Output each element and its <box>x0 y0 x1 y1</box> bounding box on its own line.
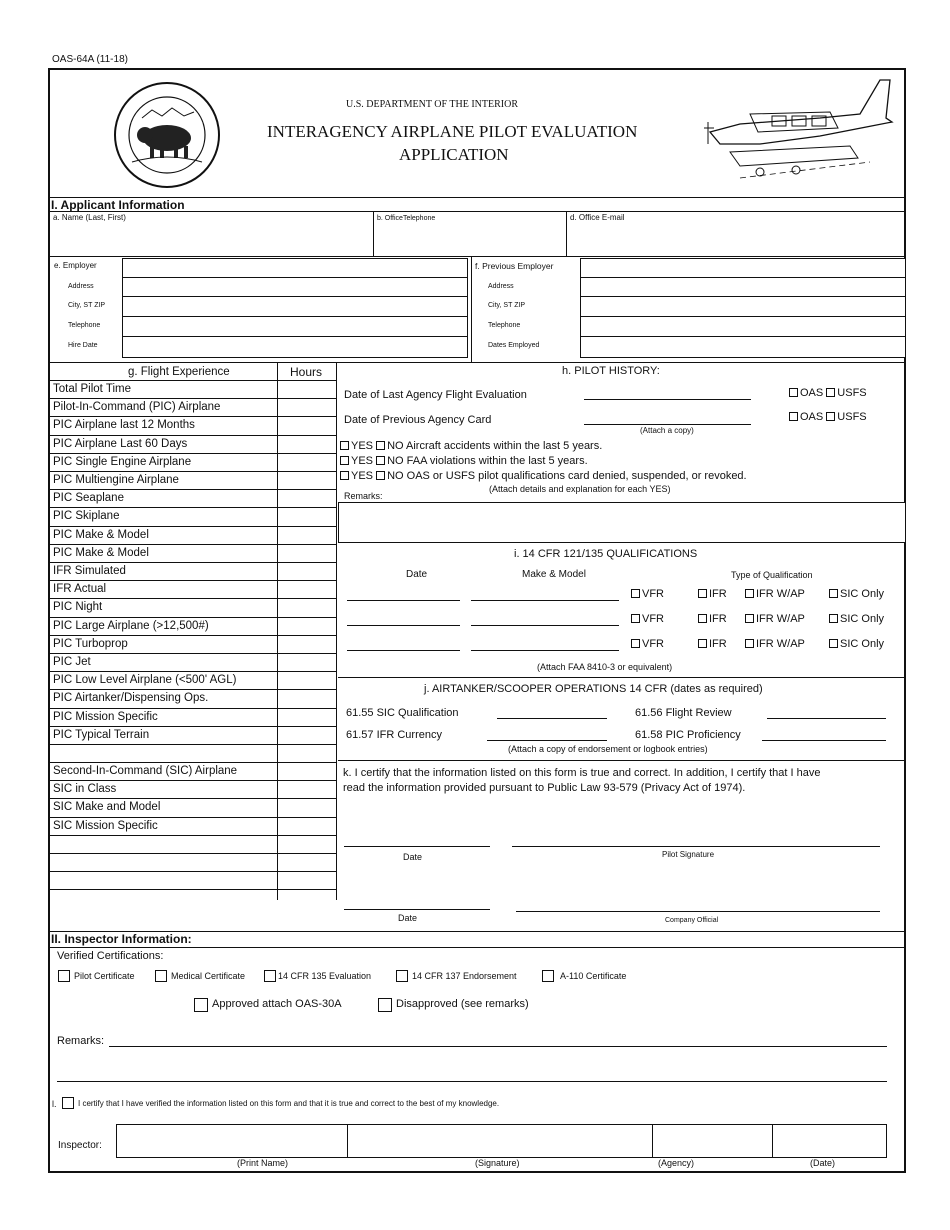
office-email-label: d. Office E-mail <box>570 213 625 222</box>
hours-input[interactable] <box>278 836 336 853</box>
inspector-label: Inspector: <box>58 1140 102 1151</box>
inspector-signature-input[interactable] <box>347 1124 653 1158</box>
flight-experience-label: PIC Low Level Airplane (<500' AGL) <box>53 674 237 687</box>
pilot-history-remarks-input[interactable] <box>338 502 906 543</box>
cfr121-type-option <box>631 614 664 625</box>
card-denied-yes-checkbox[interactable] <box>340 471 349 480</box>
pilot-certificate-checkbox[interactable] <box>58 970 70 982</box>
flight-experience-row <box>48 581 336 599</box>
cfr121-type-label: SIC Only <box>840 588 885 600</box>
sic-qual-input[interactable] <box>497 718 607 719</box>
flight-experience-label: PIC Jet <box>53 656 91 668</box>
employer-city-label: City, ST ZIP <box>68 302 106 309</box>
cfr121-type-checkbox[interactable] <box>745 639 754 648</box>
hours-input[interactable] <box>278 781 336 798</box>
prev-card-agency: OAS USFS <box>789 412 867 423</box>
cfr121-date-input[interactable] <box>347 600 460 601</box>
inspector-print-name-input[interactable] <box>116 1124 348 1158</box>
flight-experience-row <box>48 599 336 617</box>
company-date-label: Date <box>398 913 418 923</box>
prev-address-input[interactable] <box>580 277 906 297</box>
a110-certificate-checkbox[interactable] <box>542 970 554 982</box>
disapproved-label: Disapproved (see remarks) <box>396 998 529 1010</box>
hours-input[interactable] <box>278 672 336 689</box>
company-official-label: Company Official <box>665 917 719 924</box>
cfr121-type-label: IFR <box>709 613 727 625</box>
prev-employer-label: f. Previous Employer <box>475 261 554 271</box>
pilot-signature-line[interactable] <box>512 846 880 847</box>
hours-input[interactable] <box>278 763 336 780</box>
cfr121-attach-note: (Attach FAA 8410-3 or equivalent) <box>537 662 673 672</box>
cfr137-endorsement-label: 14 CFR 137 Endorsement <box>412 971 517 981</box>
inspector-date-input[interactable] <box>772 1124 887 1158</box>
card-denied-question: YES NO OAS or USFS pilot qualifications card denied, suspended, or revoked. <box>340 471 747 482</box>
inspector-certify-checkbox[interactable] <box>62 1097 74 1109</box>
a110-certificate-label: A-110 Certificate <box>560 971 627 981</box>
cfr121-type-checkbox[interactable] <box>631 614 640 623</box>
flight-experience-label: PIC Seaplane <box>53 492 124 505</box>
violations-question: YES NO FAA violations within the last 5 years. <box>340 456 588 467</box>
cfr121-type-option <box>745 639 805 650</box>
form-number: OAS-64A (11-18) <box>52 54 128 65</box>
accidents-question: YES NO Aircraft accidents within the last 5 years. <box>340 441 602 452</box>
prev-city-input[interactable] <box>580 296 906 317</box>
cfr121-type-option <box>829 589 884 600</box>
flight-experience-label: Pilot-In-Command (PIC) Airplane <box>53 401 221 414</box>
card-denied-no-checkbox[interactable] <box>376 471 385 480</box>
cfr121-type-option <box>698 639 727 650</box>
hours-input[interactable] <box>278 381 336 398</box>
name-input[interactable] <box>52 224 370 252</box>
hire-date-input[interactable] <box>122 336 468 358</box>
cfr121-date-input[interactable] <box>347 650 460 651</box>
flight-experience-row <box>48 490 336 508</box>
cfr121-type-checkbox[interactable] <box>829 589 838 598</box>
office-telephone-input[interactable] <box>376 224 562 252</box>
ifr-currency-label: 61.57 IFR Currency <box>346 729 442 741</box>
hours-input[interactable] <box>278 490 336 507</box>
flight-experience-label: PIC Mission Specific <box>53 710 158 723</box>
cfr121-type-checkbox[interactable] <box>631 639 640 648</box>
flight-experience-label: PIC Airtanker/Dispensing Ops. <box>53 692 209 705</box>
office-tel-label: b. OfficeTelephone <box>377 215 436 222</box>
flight-experience-label: PIC Make & Model <box>53 528 149 541</box>
hours-input[interactable] <box>278 818 336 835</box>
cfr121-type-option <box>829 614 884 625</box>
pilot-certificate-label: Pilot Certificate <box>74 971 135 981</box>
cfr121-type-checkbox[interactable] <box>829 614 838 623</box>
hours-input[interactable] <box>278 472 336 489</box>
flight-experience-label: PIC Turboprop <box>53 637 128 650</box>
cfr121-type-label: IFR W/AP <box>756 588 805 600</box>
airplane-icon <box>700 74 895 186</box>
flight-experience-row <box>48 709 336 727</box>
flight-experience-row <box>48 381 336 399</box>
flight-experience-row <box>48 690 336 708</box>
hours-input[interactable] <box>278 799 336 816</box>
hours-input[interactable] <box>278 436 336 453</box>
flight-experience-row <box>48 872 336 890</box>
cfr121-type-label: VFR <box>642 638 664 650</box>
flight-experience-row <box>48 508 336 526</box>
flight-experience-row <box>48 436 336 454</box>
flight-review-label: 61.56 Flight Review <box>635 707 732 719</box>
cfr135-evaluation-checkbox[interactable] <box>264 970 276 982</box>
violations-no-checkbox[interactable] <box>376 456 385 465</box>
hours-input[interactable] <box>278 581 336 598</box>
prev-employer-input[interactable] <box>580 258 906 278</box>
flight-experience-row <box>48 654 336 672</box>
cfr121-make-model-input[interactable] <box>471 625 619 626</box>
signature-label: (Signature) <box>475 1158 520 1168</box>
flight-experience-row <box>48 399 336 417</box>
flight-experience-row <box>48 527 336 545</box>
flight-experience-label: PIC Typical Terrain <box>53 728 150 741</box>
prev-address-label: Address <box>488 283 514 290</box>
cfr121-type-option <box>631 589 664 600</box>
hours-input[interactable] <box>278 872 336 889</box>
hours-input[interactable] <box>278 508 336 525</box>
disapproved-checkbox[interactable] <box>378 998 392 1012</box>
usfs-checkbox-2[interactable] <box>826 412 835 421</box>
section2-title: II. Inspector Information: <box>51 932 192 946</box>
flight-experience-label: IFR Actual <box>53 583 107 596</box>
last-eval-label: Date of Last Agency Flight Evaluation <box>344 389 527 401</box>
flight-experience-table <box>48 363 336 900</box>
prev-card-date-input[interactable] <box>584 424 751 425</box>
flight-experience-label: PIC Make & Model <box>53 546 149 559</box>
approved-checkbox[interactable] <box>194 998 208 1012</box>
pilot-signature-label: Pilot Signature <box>662 850 715 859</box>
hours-input[interactable] <box>278 545 336 562</box>
cfr121-type-label: IFR <box>709 638 727 650</box>
company-signature-line[interactable] <box>516 911 880 912</box>
cfr121-type-checkbox[interactable] <box>631 589 640 598</box>
cfr121-date-input[interactable] <box>347 625 460 626</box>
flight-experience-row <box>48 472 336 490</box>
oas-checkbox-2[interactable] <box>789 412 798 421</box>
flight-experience-row <box>48 672 336 690</box>
employer-address-input[interactable] <box>122 277 468 297</box>
flight-experience-label: PIC Large Airplane (>12,500#) <box>53 619 209 632</box>
flight-experience-row <box>48 854 336 872</box>
inspector-agency-input[interactable] <box>652 1124 773 1158</box>
inspector-certify-text: I certify that I have verified the information listed on this form and that it is true and correct to the best of my knowledge. <box>78 1099 500 1108</box>
approved-label: Approved attach OAS-30A <box>212 998 342 1010</box>
cfr121-type-option <box>698 589 727 600</box>
usfs-checkbox-1[interactable] <box>826 388 835 397</box>
attach-copy-note: (Attach a copy) <box>640 426 694 435</box>
hours-input[interactable] <box>278 709 336 726</box>
company-date-line[interactable] <box>344 909 490 910</box>
cfr121-type-option <box>631 639 664 650</box>
employer-telephone-label: Telephone <box>68 322 101 329</box>
prev-card-label: Date of Previous Agency Card <box>344 414 492 426</box>
cfr135-evaluation-label: 14 CFR 135 Evaluation <box>278 971 372 981</box>
employer-city-input[interactable] <box>122 296 468 317</box>
flight-experience-label: Second-In-Command (SIC) Airplane <box>53 765 238 777</box>
airtanker-attach-note: (Attach a copy of endorsement or logbook entries) <box>508 744 708 754</box>
hours-input[interactable] <box>278 654 336 671</box>
cfr121-header: i. 14 CFR 121/135 QUALIFICATIONS <box>514 548 698 560</box>
cfr121-type-option <box>829 639 884 650</box>
cfr121-type-option <box>698 614 727 625</box>
pilot-date-line[interactable] <box>344 846 490 847</box>
cfr121-type-checkbox[interactable] <box>745 614 754 623</box>
dates-employed-label: Dates Employed <box>488 342 540 349</box>
pilot-history-header: h. PILOT HISTORY: <box>562 365 660 377</box>
certify-text-1: k. I certify that the information listed on this form is true and correct. In addition, I certify that I have <box>343 767 821 779</box>
hours-input[interactable] <box>278 399 336 416</box>
flight-experience-label: SIC Make and Model <box>53 801 161 814</box>
flight-experience-row <box>48 836 336 854</box>
cfr121-type-label: VFR <box>642 588 664 600</box>
flight-experience-row <box>48 781 336 799</box>
flight-experience-label: Total Pilot Time <box>53 383 131 395</box>
medical-certificate-label: Medical Certificate <box>171 971 246 981</box>
employer-address-label: Address <box>68 283 94 290</box>
inspector-remarks-label: Remarks: <box>57 1035 105 1047</box>
cfr121-type-label: IFR W/AP <box>756 613 805 625</box>
flight-experience-label: PIC Skiplane <box>53 510 120 523</box>
oas-checkbox-1[interactable] <box>789 388 798 397</box>
l-prefix: l. <box>52 1099 57 1109</box>
form-title-line2: APPLICATION <box>399 145 509 164</box>
airtanker-header: j. AIRTANKER/SCOOPER OPERATIONS 14 CFR (dates as required) <box>424 683 763 695</box>
hours-input[interactable] <box>278 618 336 635</box>
cfr121-type-checkbox[interactable] <box>698 614 707 623</box>
pilot-date-label: Date <box>403 852 423 862</box>
cfr121-type-option <box>745 589 805 600</box>
ifr-currency-input[interactable] <box>487 740 607 741</box>
flight-experience-label: SIC in Class <box>53 783 117 796</box>
cfr121-type-label: SIC Only <box>840 613 885 625</box>
cfr121-make-model-input[interactable] <box>471 600 619 601</box>
hours-input[interactable] <box>278 745 336 762</box>
hours-input[interactable] <box>278 454 336 471</box>
hours-header: Hours <box>290 365 323 379</box>
flight-experience-label: PIC Airplane last 12 Months <box>53 419 195 432</box>
hours-input[interactable] <box>278 563 336 580</box>
hours-input[interactable] <box>278 527 336 544</box>
cfr121-type-label: VFR <box>642 613 664 625</box>
cfr121-type-label: IFR <box>709 588 727 600</box>
last-eval-date-input[interactable] <box>584 399 751 400</box>
cfr121-type-label: IFR W/AP <box>756 638 805 650</box>
prev-city-label: City, ST ZIP <box>488 302 526 309</box>
office-email-input[interactable] <box>569 224 902 252</box>
flight-experience-row <box>48 763 336 781</box>
hire-date-label: Hire Date <box>68 342 98 349</box>
cfr121-type-checkbox[interactable] <box>829 639 838 648</box>
flight-experience-row <box>48 636 336 654</box>
employer-input[interactable] <box>122 258 468 278</box>
remarks-label: Remarks: <box>344 491 383 501</box>
cfr137-endorsement-checkbox[interactable] <box>396 970 408 982</box>
date-label: (Date) <box>810 1158 836 1168</box>
flight-experience-label: IFR Simulated <box>53 565 126 577</box>
name-label: a. Name (Last, First) <box>53 213 126 222</box>
prev-telephone-label: Telephone <box>488 322 521 329</box>
verified-label: Verified Certifications: <box>57 950 164 962</box>
cfr121-make-model-input[interactable] <box>471 650 619 651</box>
violations-yes-checkbox[interactable] <box>340 456 349 465</box>
dept-label: U.S. DEPARTMENT OF THE INTERIOR <box>346 99 519 110</box>
cfr121-date-col: Date <box>406 569 428 580</box>
doi-seal-icon <box>112 80 222 190</box>
flight-experience-row <box>48 454 336 472</box>
pic-prof-input[interactable] <box>762 740 886 741</box>
last-eval-agency: OAS USFS <box>789 388 867 399</box>
hours-input[interactable] <box>278 636 336 653</box>
section1-title: I. Applicant Information <box>51 198 185 212</box>
cfr121-type-checkbox[interactable] <box>745 589 754 598</box>
flight-experience-label: PIC Single Engine Airplane <box>53 455 192 468</box>
flight-experience-label: PIC Multiengine Airplane <box>53 474 179 486</box>
prev-telephone-input[interactable] <box>580 316 906 337</box>
flight-experience-row <box>48 618 336 636</box>
flight-experience-row <box>48 799 336 817</box>
inspector-remarks-line-2[interactable] <box>57 1081 887 1082</box>
accidents-no-checkbox[interactable] <box>376 441 385 450</box>
cfr121-make-col: Make & Model <box>522 569 586 580</box>
hours-input[interactable] <box>278 727 336 744</box>
flight-experience-row <box>48 745 336 763</box>
cfr121-type-option <box>745 614 805 625</box>
dates-employed-input[interactable] <box>580 336 906 358</box>
hours-input[interactable] <box>278 690 336 707</box>
cfr121-type-label: SIC Only <box>840 638 885 650</box>
cfr121-type-col: Type of Qualification <box>731 570 813 580</box>
attach-details-note: (Attach details and explanation for each YES) <box>489 484 671 494</box>
print-name-label: (Print Name) <box>237 1158 289 1168</box>
cfr121-type-checkbox[interactable] <box>698 639 707 648</box>
cfr121-type-checkbox[interactable] <box>698 589 707 598</box>
flight-experience-label: PIC Airplane Last 60 Days <box>53 437 188 450</box>
flight-experience-header: g. Flight Experience <box>128 366 230 378</box>
flight-experience-row <box>48 417 336 435</box>
flight-experience-row <box>48 545 336 563</box>
flight-experience-label: SIC Mission Specific <box>53 819 158 832</box>
employer-telephone-input[interactable] <box>122 316 468 337</box>
flight-experience-label: PIC Night <box>53 601 103 614</box>
form-title-line1: INTERAGENCY AIRPLANE PILOT EVALUATION <box>267 122 638 141</box>
accidents-yes-checkbox[interactable] <box>340 441 349 450</box>
employer-label: e. Employer <box>54 261 97 270</box>
sic-qual-label: 61.55 SIC Qualification <box>346 707 459 719</box>
inspector-remarks-line-1[interactable] <box>109 1046 887 1047</box>
pic-prof-label: 61.58 PIC Proficiency <box>635 729 741 741</box>
medical-certificate-checkbox[interactable] <box>155 970 167 982</box>
flight-experience-row <box>48 818 336 836</box>
flight-review-input[interactable] <box>767 718 886 719</box>
flight-experience-row <box>48 563 336 581</box>
hours-input[interactable] <box>278 417 336 434</box>
hours-input[interactable] <box>278 854 336 871</box>
agency-label: (Agency) <box>658 1158 695 1168</box>
flight-experience-row <box>48 727 336 745</box>
certify-text-2: read the information provided pursuant to Public Law 93-579 (Privacy Act of 1974). <box>343 782 746 794</box>
hours-input[interactable] <box>278 599 336 616</box>
